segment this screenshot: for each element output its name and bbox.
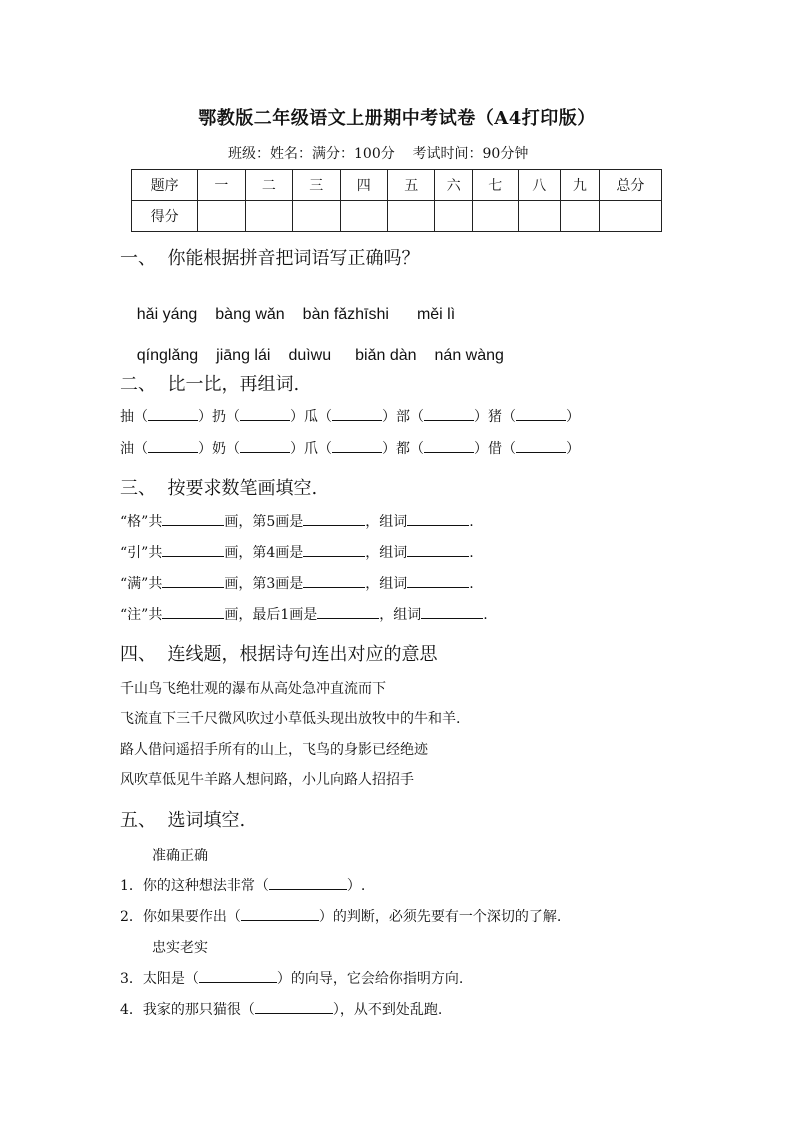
answer-blank[interactable] [241,908,319,921]
question-text: “格”共 [120,514,163,530]
answer-blank[interactable] [407,513,469,526]
score-table-score-row [132,201,662,232]
score-header-cell: 六 [435,170,473,201]
score-cell[interactable] [340,201,387,232]
answer-blank[interactable] [424,440,474,453]
stroke-question-1 [120,511,474,531]
question-text: 1．你的这种想法非常（ [120,878,269,894]
score-header-cell: 五 [387,170,434,201]
compare-text: ）都（ [382,441,424,457]
question-text: 画，第5画是 [224,514,304,530]
compare-text: ）猪（ [474,409,516,425]
score-cell[interactable] [599,201,661,232]
score-header-cell: 二 [245,170,292,201]
score-cell[interactable] [293,201,340,232]
compare-text: 油（ [120,441,148,457]
score-header-cell: 八 [518,170,561,201]
pinyin-word: duìwu [288,347,332,364]
compare-text: ）部（ [382,409,424,425]
compare-text: ）瓜（ [290,409,332,425]
score-header-cell: 总分 [599,170,661,201]
compare-text: ）借（ [474,441,516,457]
score-table [131,169,662,232]
class-info-line: 班级：姓名：满分：100分 考试时间：90分钟 [228,146,529,162]
score-cell[interactable] [518,201,561,232]
compare-text: ）奶（ [198,441,240,457]
pinyin-word: měi lì [416,306,456,323]
pinyin-word: jiāng lái [216,347,271,364]
question-text: ，组词 [365,514,408,530]
question-text: “引”共 [120,545,163,561]
compare-text: ）扔（ [198,409,240,425]
question-text: 画，第4画是 [224,545,304,561]
section-5-heading: 五、 选词填空. [120,810,246,831]
compare-row-2 [120,438,580,458]
answer-blank[interactable] [303,575,365,588]
question-text: ）. [346,878,366,894]
answer-blank[interactable] [407,544,469,557]
question-text: . [469,545,474,561]
answer-blank[interactable] [424,408,474,421]
stroke-question-2 [120,542,474,562]
answer-blank[interactable] [332,408,382,421]
question-text: “满”共 [120,576,163,592]
question-text: ），从不到处乱跑. [332,1002,443,1018]
question-text: 2．你如果要作出（ [120,909,241,925]
poem-match-line: 风吹草低见牛羊路人想问路，小儿向路人招招手 [120,772,414,788]
section-4-heading: 四、 连线题，根据诗句连出对应的意思 [120,644,438,665]
question-text: ）的判断，必须先要有一个深切的了解. [318,909,562,925]
score-cell[interactable] [245,201,292,232]
question-text: ，组词 [379,607,422,623]
score-cell[interactable] [435,201,473,232]
answer-blank[interactable] [303,544,365,557]
answer-blank[interactable] [255,1001,333,1014]
compare-text: ） [566,409,580,425]
word-choices-2: 忠实老实 [152,940,208,956]
score-header-cell: 题序 [132,170,198,201]
section-2-heading: 二、 比一比，再组词. [120,374,300,395]
answer-blank[interactable] [162,513,224,526]
question-text: 3．太阳是（ [120,971,199,987]
compare-text: 抽（ [120,409,148,425]
score-header-cell: 三 [293,170,340,201]
score-cell[interactable] [198,201,245,232]
compare-row-1 [120,406,580,426]
score-header-cell: 一 [198,170,245,201]
stroke-question-3 [120,573,474,593]
poem-match-line: 路人借问遥招手所有的山上，飞鸟的身影已经绝迹 [120,742,428,758]
page-title: 鄂教版二年级语文上册期中考试卷（A4打印版） [198,108,596,129]
answer-blank[interactable] [199,970,277,983]
section-1-heading: 一、 你能根据拼音把词语写正确吗？ [120,248,420,269]
score-cell[interactable] [561,201,600,232]
answer-blank[interactable] [317,606,379,619]
poem-match-line: 飞流直下三千尺微风吹过小草低头现出放牧中的牛和羊. [120,711,461,727]
score-cell[interactable] [387,201,434,232]
question-text: . [483,607,488,623]
section-3-heading: 三、 按要求数笔画填空. [120,478,318,499]
question-text: . [469,576,474,592]
question-text: 4．我家的那只猫很（ [120,1002,255,1018]
compare-text: ）爪（ [290,441,332,457]
compare-text: ） [566,441,580,457]
poem-match-line: 千山鸟飞绝壮观的瀑布从高处急冲直流而下 [120,681,386,697]
question-text: “注”共 [120,607,163,623]
question-text: . [469,514,474,530]
answer-blank[interactable] [148,440,198,453]
answer-blank[interactable] [407,575,469,588]
pinyin-word: bàng wǎn [215,306,285,323]
score-header-cell: 四 [340,170,387,201]
answer-blank[interactable] [303,513,365,526]
pinyin-word: bàn fǎzhīshi [302,306,389,323]
answer-blank[interactable] [240,408,290,421]
pinyin-word: hǎi yáng [136,306,198,323]
score-cell[interactable] [473,201,518,232]
answer-blank[interactable] [240,440,290,453]
pinyin-word: nán wàng [434,347,504,364]
answer-blank[interactable] [148,408,198,421]
score-table-header-row [132,170,662,201]
score-row-label: 得分 [132,201,198,232]
pinyin-word: qínglǎng [136,347,199,364]
stroke-question-4 [120,604,488,624]
answer-blank[interactable] [332,440,382,453]
word-choices-1: 准确正确 [152,848,208,864]
question-text: 画，最后1画是 [224,607,318,623]
question-text: 画，第3画是 [224,576,304,592]
fill-question-1 [120,875,365,895]
answer-blank[interactable] [162,606,224,619]
score-header-cell: 七 [473,170,518,201]
pinyin-word: biǎn dàn [355,347,417,364]
fill-question-4 [120,999,442,1019]
question-text: ）的向导，它会给你指明方向. [276,971,464,987]
answer-blank[interactable] [162,575,224,588]
answer-blank[interactable] [516,440,566,453]
fill-question-2 [120,906,561,926]
fill-question-3 [120,968,463,988]
question-text: ，组词 [365,545,408,561]
answer-blank[interactable] [516,408,566,421]
score-header-cell: 九 [561,170,600,201]
answer-blank[interactable] [269,877,347,890]
answer-blank[interactable] [421,606,483,619]
question-text: ，组词 [365,576,408,592]
answer-blank[interactable] [162,544,224,557]
